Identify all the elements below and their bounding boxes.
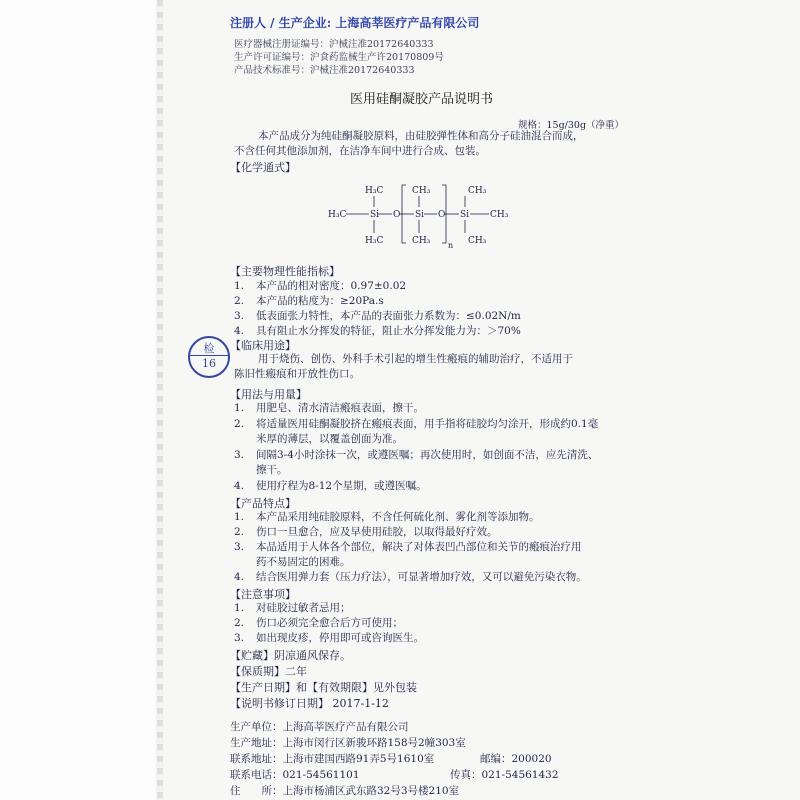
si-right-label: Si: [460, 210, 470, 220]
manufacturer-line: 注册人 / 生产企业: 上海高莘医疗产品有限公司: [230, 16, 480, 30]
spec-line: 规格：15g/30g（净重）: [518, 120, 625, 131]
shelf-life-line: 【保质期】二年: [230, 665, 307, 678]
caution-item: 2. 伤口必须完全愈合后方可使用；: [234, 617, 403, 629]
license-number: 生产许可证编号：沪食药监械生产许20170809号: [234, 52, 444, 63]
ch3-right-label: CH₃: [490, 210, 509, 220]
ch3-bottom-right-label: CH₃: [468, 236, 487, 246]
feature-item: 1. 本产品采用纯硅胶原料，不含任何硫化剂、雾化剂等添加物。: [234, 511, 540, 523]
inspection-stamp: 检 16: [188, 336, 230, 378]
formula-heading: 【化学通式】: [230, 161, 296, 174]
physical-item: 3. 低表面张力特性，本产品的表面张力系数为：≤0.02N/m: [234, 310, 521, 322]
h3c-top-label: H₃C: [365, 186, 384, 196]
physical-item: 1. 本产品的相对密度：0.97±0.02: [234, 280, 407, 292]
production-unit: 生产单位：上海高莘医疗产品有限公司: [230, 721, 409, 733]
features-heading: 【产品特点】: [230, 497, 296, 510]
usage-item: 1. 用肥皂、清水清洁瘢痕表面，擦干。: [234, 402, 424, 414]
clinical-heading: 【临床用途】: [230, 339, 296, 352]
ch3-top-right-label: CH₃: [468, 186, 487, 196]
si-left-label: Si: [370, 210, 380, 220]
residence-address: 住 所：上海市杨浦区武东路32号3号楼210室: [230, 785, 460, 797]
h3c-left-label: H₃C: [328, 210, 347, 220]
usage-heading: 【用法与用量】: [230, 388, 307, 401]
physical-heading: 【主要物理性能指标】: [230, 265, 340, 278]
usage-item: 2. 将适量医用硅酮凝胶挤在瘢痕表面，用手指将硅胶均匀涂开，形成约0.1毫: [234, 418, 599, 430]
standard-number: 产品技术标准号：沪械注准20172640333: [234, 65, 415, 76]
production-date-line: 【生产日期】和【有效期限】见外包装: [230, 681, 417, 694]
intro-line-1: 本产品成分为纯硅酮凝胶原料，由硅胶弹性体和高分子硅油混合而成，: [258, 130, 584, 142]
chemical-formula: [320, 175, 520, 255]
ch3-bottom-mid-label: CH₃: [412, 236, 431, 246]
ch3-top-mid-label: CH₃: [412, 186, 431, 196]
physical-item: 2. 本产品的粘度为：≥20Pa.s: [234, 295, 384, 307]
oxygen-right-label: O: [438, 210, 446, 220]
registration-number: 医疗器械注册证编号：沪械注准20172640333: [234, 39, 434, 50]
intro-line-2: 不含任何其他添加剂，在洁净车间中进行合成、包装。: [234, 145, 486, 157]
si-mid-label: Si: [415, 210, 425, 220]
feature-item: 4. 结合医用弹力套（压力疗法），可显著增加疗效，又可以避免污染衣物。: [234, 571, 587, 583]
physical-item: 4. 具有阻止水分挥发的特征，阻止水分挥发能力为：＞70%: [234, 325, 521, 337]
production-address: 生产地址：上海市闵行区新骏环路158号2幢303室: [230, 737, 466, 749]
h3c-bottom-label: H₃C: [365, 236, 384, 246]
cautions-heading: 【注意事项】: [230, 588, 296, 601]
usage-item-continued: 米厚的薄层，以覆盖创面为准。: [256, 433, 403, 445]
fax-number: 传真：021-54561432: [450, 769, 559, 781]
caution-item: 1. 对硅胶过敏者忌用；: [234, 602, 351, 614]
revision-date-line: 【说明书修订日期】 2017-1-12: [230, 697, 389, 710]
clinical-line-2: 陈旧性瘢痕和开放性伤口。: [234, 368, 360, 380]
feature-item: 3. 本品适用于人体各个部位，解决了对体表凹凸部位和关节的瘢痕治疗用: [234, 541, 582, 553]
contact-address: 联系地址：上海市建国西路91弄5号1610室: [230, 753, 435, 765]
feature-item: 2. 伤口一旦愈合，应及早使用硅胶，以取得最好疗效。: [234, 526, 498, 538]
storage-line: 【贮藏】阴凉通风保存。: [230, 649, 351, 662]
feature-item-continued: 药不易固定的困难。: [256, 556, 351, 568]
repeat-n-label: n: [448, 241, 454, 250]
contact-phone: 联系电话：021-54561101: [230, 769, 360, 781]
usage-item-continued: 擦干。: [256, 464, 288, 476]
clinical-line-1: 用于烧伤、创伤、外科手术引起的增生性瘢痕的辅助治疗，不适用于: [258, 353, 573, 365]
postcode: 邮编：200020: [480, 753, 552, 765]
usage-item: 3. 间隔3-4小时涂抹一次，或遵医嘱；再次使用时，如创面不洁，应先清洗、: [234, 449, 599, 461]
usage-item: 4. 使用疗程为8-12个星期，或遵医嘱。: [234, 480, 427, 492]
document-title: 医用硅酮凝胶产品说明书: [350, 92, 494, 107]
oxygen-left-label: O: [393, 210, 401, 220]
caution-item: 3. 如出现皮疹，停用即可或咨询医生。: [234, 632, 424, 644]
